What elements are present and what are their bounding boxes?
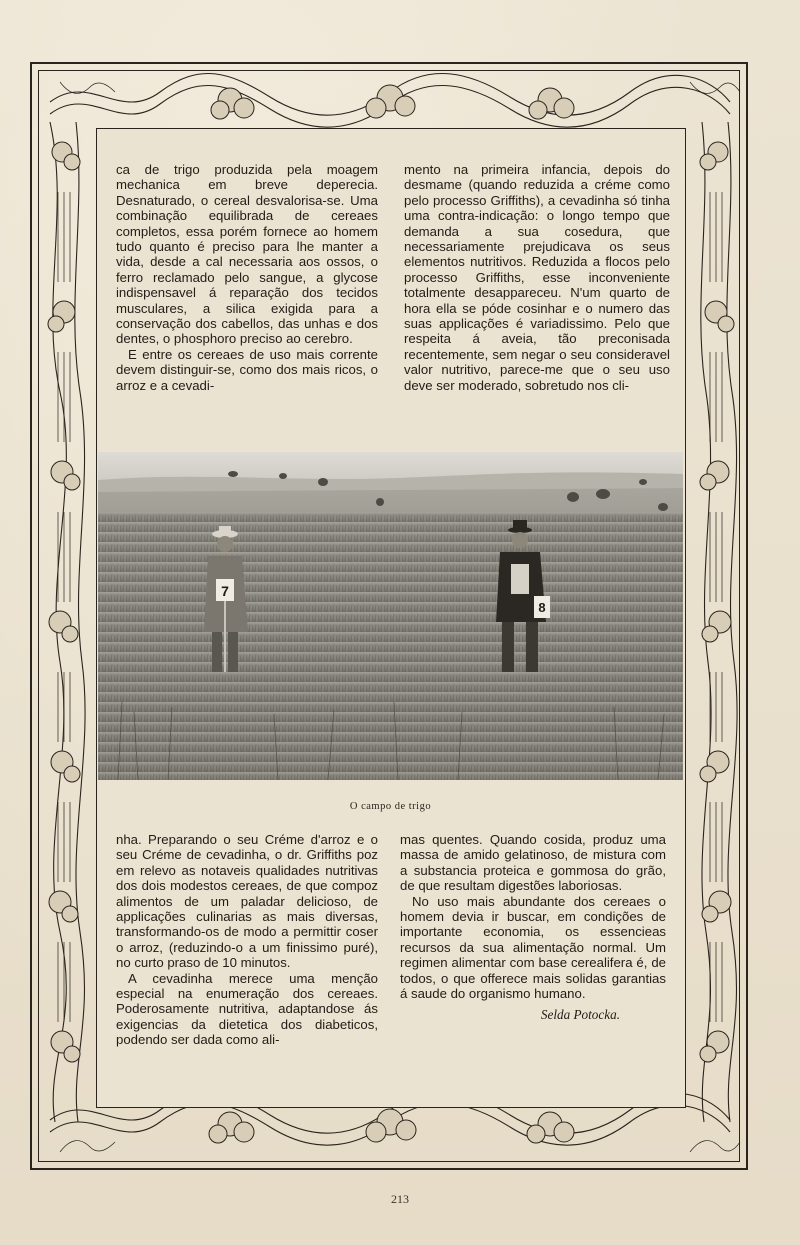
text-column-bottom-left [116,832,378,1048]
author-signature: Selda Potocka. [540,1007,620,1023]
paragraph: A cevadinha merece uma menção especial na enumeração dos cereaes. Poderosamente nutritiva, adaptandose ás exigencias da dietetica dos diabeticos, podendo ser dada como ali- [116,970,378,1048]
wheat-field-photo [98,452,683,780]
photo-image [98,452,683,780]
text-column-bottom-right [400,832,666,1023]
photo-caption: O campo de trigo [349,801,432,812]
text-column-top-right [404,162,670,393]
paragraph: mas quentes. Quando cosida, produz uma massa de amido gelatinoso, de mistura com a substancia proteica e gommosa do grão, de que resultam digestões laboriosas. [400,832,666,894]
paragraph: No uso mais abundante dos cereaes o homem devia ir buscar, em condições de importante economia, os essencieas recursos da sua alimentação normal. Um regimen alimentar com base cerealifera é, de todos, o que offerece mais solidas garantias á saude do organismo humano. [400,893,666,1002]
paragraph: E entre os cereaes de uso mais corrente devem distinguir-se, como dos mais ricos, o arroz e a cevadi- [116,346,378,393]
paragraph: mento na primeira infancia, depois do desmame (quando reduzida a créme como pelo processo Griffiths), a cevadinha só tinha uma contra-indicação: o longo tempo que demanda a sua cosedura, que necessariamente prejudicava os seus elementos nutritivos. Reduzida a flocos pelo processo Griffiths, esse inconveniente totalmente desappareceu. N'um quarto de hora ella se póde cosinhar e o numero das suas applicações é variadissimo. Pelo que respeita á aveia, tão preconisada recentemente, sem negar o seu consideravel valor nutritivo, parece-me que o seu uso deve ser moderado, sobretudo nos cli- [404,162,670,393]
sign-left-label: 7 [221,583,229,599]
page-number: 213 [391,1192,409,1206]
paragraph: nha. Preparando o seu Créme d'arroz e o seu Créme de cevadinha, o dr. Griffiths poz em relevo as notaveis qualidades nutritivas dos dois modestos cereaes, de que compoz alimentos de um paladar delicioso, de applicações culinarias as mais diversas, transformando-os de modo a permittir coser o arroz, (reduzindo-o a um finissimo puré), no curto praso de 10 minutos. [116,832,378,971]
paragraph: ca de trigo produzida pela moagem mechanica em breve deperecia. Desnaturado, o cereal desvalorisa-se. Uma combinação equilibrada de cereaes completos, essa porém fornece ao homem tudo quanto é preciso para lhe manter a vida, desde a cal necessaria aos ossos, o ferro reclamado pelo sangue, a glycose indispensavel á reparação dos tecidos musculares, a silica exigida para a conservação dos cabellos, das unhas e dos dentes, o phosphoro preciso ao cerebro. [116,162,378,347]
text-column-top-left [116,162,378,393]
sign-right-label: 8 [538,600,546,615]
